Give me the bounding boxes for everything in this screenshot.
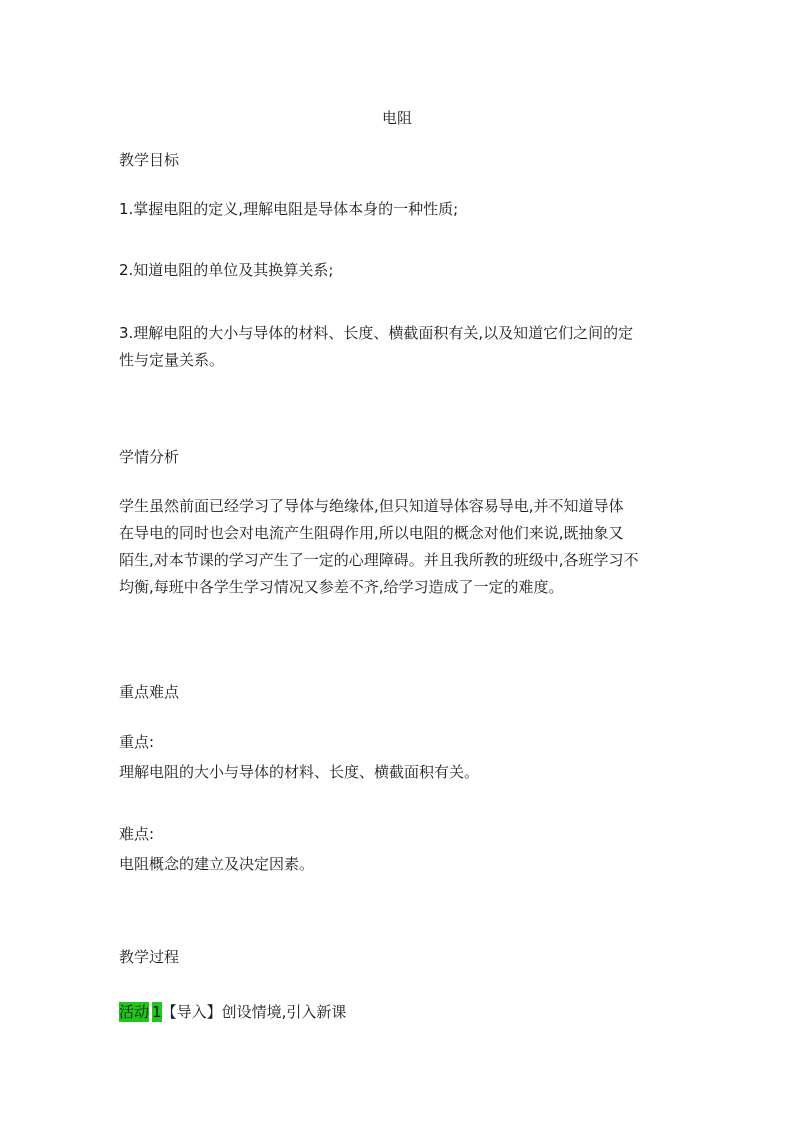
objective-item-1: 1.掌握电阻的定义,理解电阻是导体本身的一种性质;	[119, 200, 459, 218]
activity-title: 【导入】创设情境,引入新课	[161, 1003, 347, 1021]
objective-item-3-line-1: 3.理解电阻的大小与导体的材料、长度、横截面积有关,以及知道它们之间的定	[119, 324, 634, 342]
document-title: 电阻	[381, 109, 412, 127]
objectives-heading: 教学目标	[119, 151, 180, 169]
objective-item-2: 2.知道电阻的单位及其换算关系;	[119, 261, 334, 279]
process-heading: 教学过程	[119, 948, 180, 966]
activity-number: 1	[152, 1003, 162, 1021]
key-point-text: 理解电阻的大小与导体的材料、长度、横截面积有关。	[119, 763, 480, 781]
analysis-line-3: 陌生,对本节课的学习产生了一定的心理障碍。并且我所教的班级中,各班学习不	[119, 551, 639, 569]
activity-1-heading	[119, 1001, 346, 1023]
analysis-heading: 学情分析	[119, 448, 180, 466]
keypoints-heading: 重点难点	[119, 683, 180, 701]
key-point-label: 重点:	[119, 733, 155, 751]
analysis-line-2: 在导电的同时也会对电流产生阻碍作用,所以电阻的概念对他们来说,既抽象又	[119, 524, 624, 542]
objective-item-3-line-2: 性与定量关系。	[119, 351, 225, 369]
analysis-line-4: 均衡,每班中各学生学习情况又参差不齐,给学习造成了一定的难度。	[119, 578, 564, 596]
difficulty-label: 难点:	[119, 825, 155, 843]
analysis-line-1: 学生虽然前面已经学习了导体与绝缘体,但只知道导体容易导电,并不知道导体	[119, 497, 624, 515]
difficulty-text: 电阻概念的建立及决定因素。	[119, 855, 315, 873]
activity-tag: 活动	[119, 1003, 150, 1021]
objective-item-3	[119, 320, 679, 374]
analysis-paragraph	[119, 493, 679, 601]
